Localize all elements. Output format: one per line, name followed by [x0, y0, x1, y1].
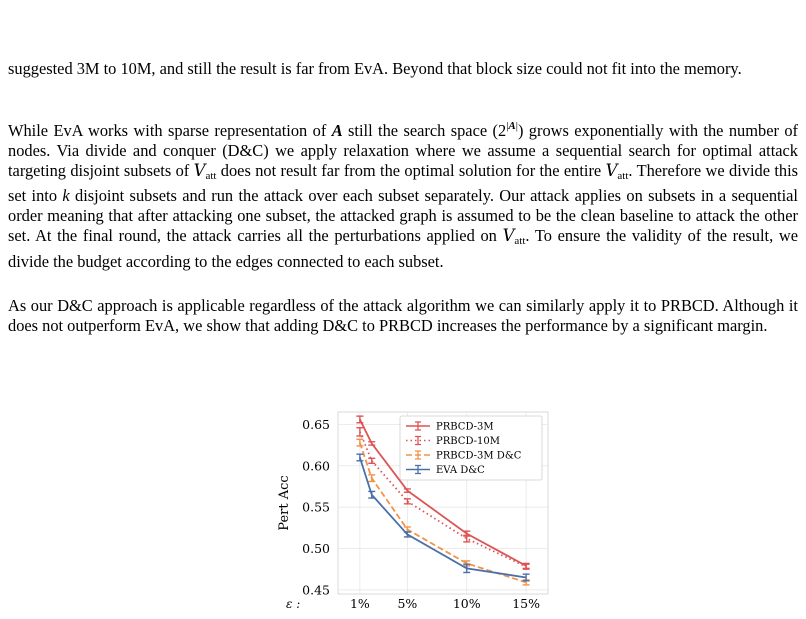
x-tick-labels: [350, 596, 540, 611]
x-tick-label: 10%: [452, 596, 481, 611]
y-tick-label: 0.45: [302, 582, 330, 598]
x-tick-label: 15%: [512, 596, 541, 611]
y-tick-label: 0.50: [302, 541, 330, 556]
p2-text-6: disjoint subsets and run the attack over each subset separately. Our attack applies on subsets in a sequential order meaning that after attacking one subset, the attacked graph is assumed to be the clean baseline to attack the other set. At the final round, the attack carries all the perturbations applied on: [8, 186, 798, 245]
legend-label: PRBCD-3M D&C: [436, 450, 522, 462]
chart-svg: [268, 396, 568, 614]
page-header-fragment: [40, 0, 460, 4]
p2-text-2: still the search space (2: [342, 121, 507, 140]
search-space-exponent: |A|: [506, 120, 518, 132]
matrix-a: A: [331, 121, 343, 140]
y-tick-labels: [302, 417, 330, 597]
x-tick-label: 5%: [397, 596, 418, 611]
p2-text-4: does not result far from the optimal solution for the entire: [216, 160, 606, 180]
p2-text-7: . To ensure the validity of the result, we divide the budget according to the edges connected to each subset.: [8, 225, 798, 271]
figure-pert-acc: [268, 396, 568, 614]
legend-label: PRBCD-3M: [436, 421, 494, 433]
x-axis-prefix: ε :: [286, 597, 301, 611]
k-symbol: k: [62, 186, 70, 206]
p2-text-1: While EvA works with sparse representation of: [8, 121, 332, 140]
v-att-symbol: V: [502, 225, 515, 245]
legend-label: EVA D&C: [436, 465, 485, 476]
p2-text-3: ) grows exponentially with the number of nodes. Via divide and conquer (D&C) we apply relaxation where we assume a sequential search for optimal attack targeting disjoint subsets of: [8, 121, 798, 180]
y-tick-label: 0.60: [302, 458, 330, 474]
y-tick-label: 0.65: [302, 416, 330, 432]
p2-text-5: . Therefore we divide this set into: [8, 160, 799, 206]
y-tick-label: 0.55: [302, 499, 330, 515]
v-att-symbol: V: [605, 160, 618, 180]
paragraph-3: As our D&C approach is applicable regardless of the attack algorithm we can similarly apply it to PRBCD. Although it does not outperform EvA, we show that adding D&C to PRBCD increases the performance by a significant margin.: [8, 296, 798, 335]
paragraph-1: suggested 3M to 10M, and still the result is far from EvA. Beyond that block size could not fit into the memory.: [8, 59, 742, 78]
legend: [400, 416, 542, 480]
paragraph-2: While EvA works with sparse representation of A still the search space $(2^{|A|})$ grows exponentially with the number of nodes. Via divide and conquer (D&C) we apply relaxation where we assume a sequential search for optimal attack targeting disjoint subsets of $V_{att}$ does not result far from the optimal solution for the entire $V_{att}$. Therefore we divide this set into k disjoint subsets and run the attack over each subset separately. Our attack applies on subsets in a sequential order meaning that after attacking one subset, the attacked graph is assumed to be the clean baseline to attack the other set. At the final round, the attack carries all the perturbations applied on $V_{att}$. To ensure the validity of the result, we divide the budget according to the edges connected to each subset.: [8, 120, 799, 271]
x-tick-label: 1%: [349, 596, 370, 611]
y-axis-label: Pert Acc: [277, 475, 292, 531]
v-att-symbol: V: [193, 160, 206, 180]
legend-label: PRBCD-10M: [436, 436, 500, 447]
